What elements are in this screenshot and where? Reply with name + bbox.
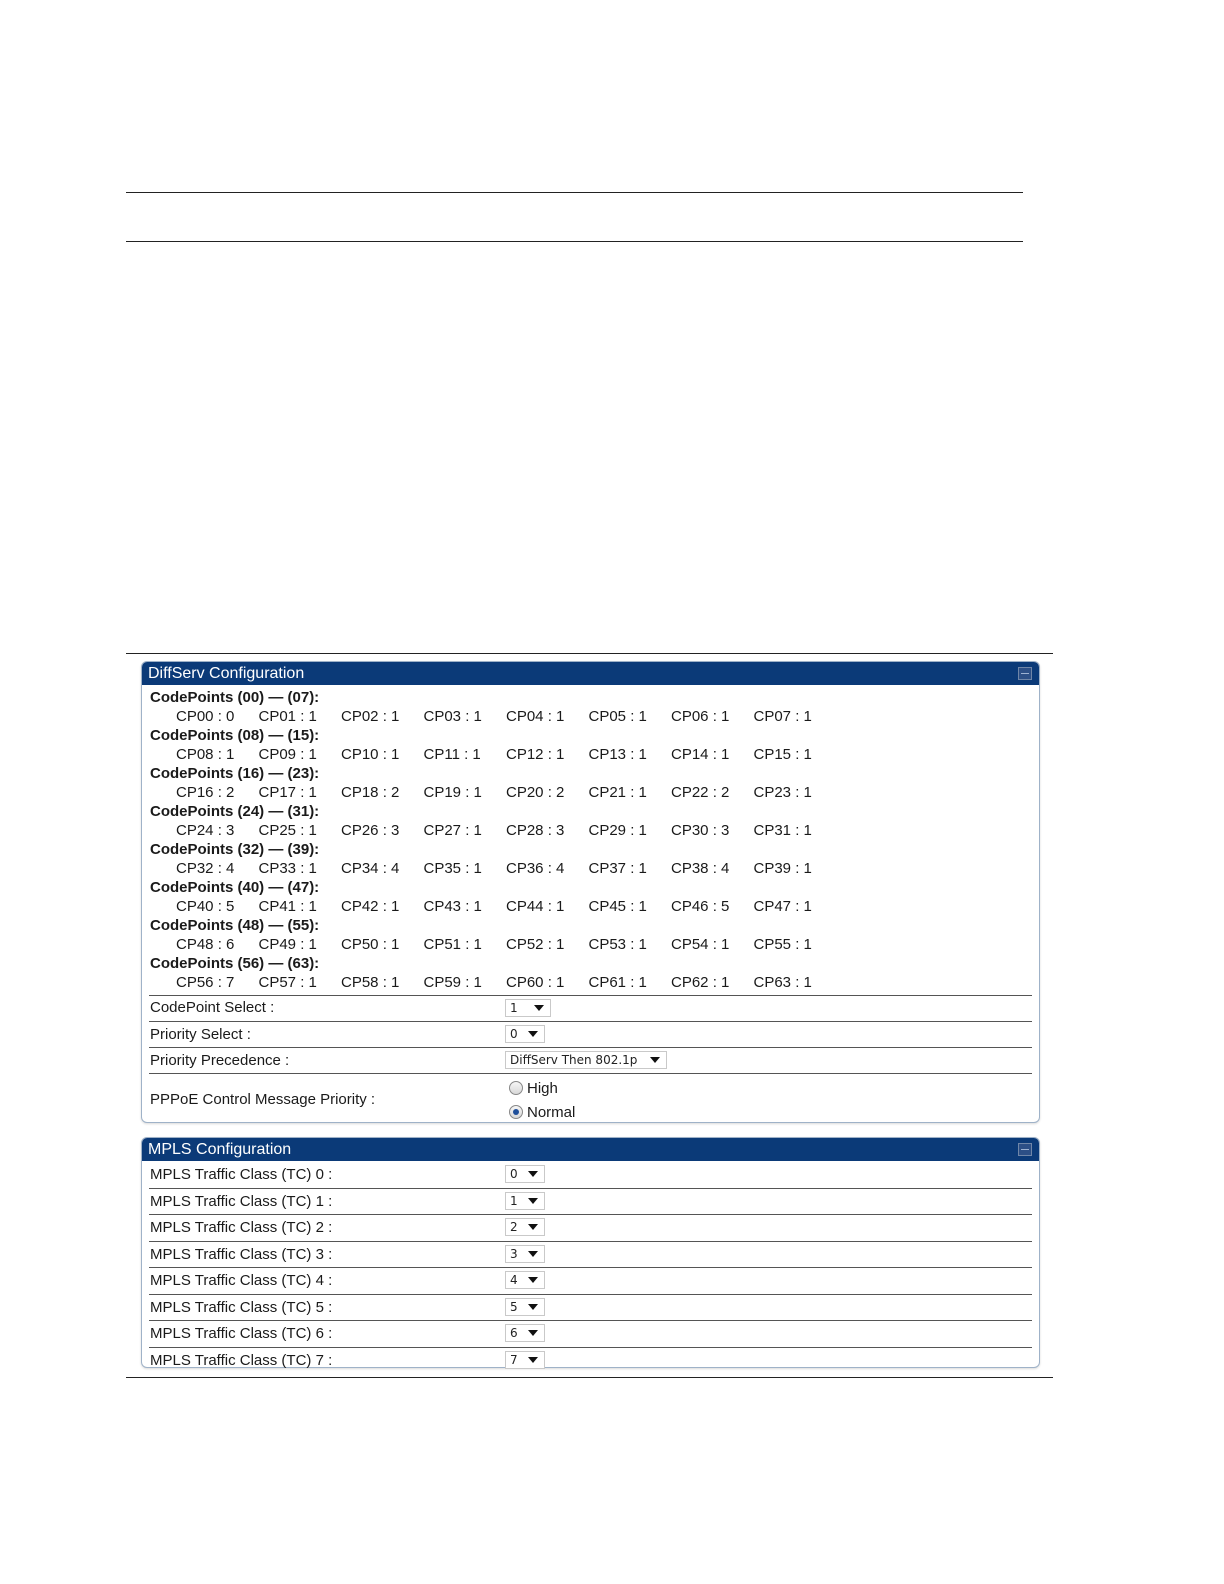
pppoe-priority-row [149,1073,1032,1126]
codepoint-group-title: CodePoints (00) — (07): [150,689,320,706]
codepoint-row [150,935,1039,955]
codepoint-value: CP41 : 1 [258,898,317,915]
codepoint-value: CP39 : 1 [753,860,812,877]
mpls-tc-dropdown[interactable] [505,1192,545,1210]
mpls-tc-row [149,1214,1032,1241]
mpls-tc-row [149,1162,1032,1188]
mpls-rows [142,1161,1039,1373]
codepoint-value: CP28 : 3 [506,822,565,839]
chevron-down-icon [528,1224,538,1230]
codepoint-value: CP63 : 1 [753,974,812,991]
mpls-panel [141,1137,1040,1368]
top-rule-1 [126,192,1023,193]
codepoint-group-title: CodePoints (24) — (31): [150,803,320,820]
chevron-down-icon [528,1304,538,1310]
pppoe-option-normal[interactable] [509,1100,575,1124]
codepoint-group-title: CodePoints (56) — (63): [150,955,320,972]
codepoint-value: CP62 : 1 [671,974,730,991]
codepoint-row [150,821,1039,841]
mpls-tc-dropdown[interactable] [505,1298,545,1316]
mpls-tc-label: MPLS Traffic Class (TC) 2 : [150,1219,333,1236]
chevron-down-icon [528,1251,538,1257]
codepoint-value: CP48 : 6 [176,936,235,953]
figure-top-rule [126,653,1053,654]
codepoint-select-row [149,995,1032,1021]
codepoint-value: CP20 : 2 [506,784,565,801]
codepoint-value: CP61 : 1 [588,974,647,991]
codepoint-value: CP50 : 1 [341,936,400,953]
mpls-tc-value: 0 [510,1167,518,1181]
codepoint-value: CP03 : 1 [423,708,482,725]
mpls-panel-header [142,1138,1039,1161]
mpls-tc-label: MPLS Traffic Class (TC) 0 : [150,1166,333,1183]
chevron-down-icon [528,1198,538,1204]
codepoint-value: CP22 : 2 [671,784,730,801]
codepoint-value: CP47 : 1 [753,898,812,915]
codepoint-value: CP34 : 4 [341,860,400,877]
codepoint-value: CP10 : 1 [341,746,400,763]
codepoint-value: CP40 : 5 [176,898,235,915]
codepoint-value: CP45 : 1 [588,898,647,915]
pppoe-option-high[interactable] [509,1076,575,1100]
codepoint-value: CP21 : 1 [588,784,647,801]
mpls-tc-dropdown[interactable] [505,1165,545,1183]
collapse-icon[interactable] [1018,667,1032,680]
mpls-tc-label: MPLS Traffic Class (TC) 1 : [150,1192,333,1210]
chevron-down-icon [534,1005,544,1011]
diffserv-panel [141,661,1040,1123]
codepoint-value: CP04 : 1 [506,708,565,725]
codepoint-value: CP08 : 1 [176,746,235,763]
codepoint-value: CP15 : 1 [753,746,812,763]
mpls-tc-dropdown[interactable] [505,1324,545,1342]
top-rule-2 [126,241,1023,242]
mpls-tc-dropdown[interactable] [505,1245,545,1263]
codepoint-value: CP59 : 1 [423,974,482,991]
radio-normal[interactable] [509,1105,523,1119]
collapse-icon[interactable] [1018,1143,1032,1156]
radio-high-label: High [527,1079,558,1097]
codepoint-value: CP56 : 7 [176,974,235,991]
mpls-tc-value: 6 [510,1326,518,1340]
codepoint-value: CP37 : 1 [588,860,647,877]
mpls-panel-title: MPLS Configuration [148,1141,292,1158]
mpls-tc-label: MPLS Traffic Class (TC) 3 : [150,1245,333,1263]
codepoint-value: CP42 : 1 [341,898,400,915]
codepoint-value: CP43 : 1 [423,898,482,915]
mpls-tc-value: 4 [510,1273,518,1287]
codepoint-list [142,685,1039,993]
codepoint-group-title: CodePoints (48) — (55): [150,917,320,934]
codepoint-value: CP06 : 1 [671,708,730,725]
mpls-tc-dropdown[interactable] [505,1271,545,1289]
codepoint-value: CP01 : 1 [258,708,317,725]
mpls-tc-label: MPLS Traffic Class (TC) 4 : [150,1272,333,1289]
radio-normal-label: Normal [527,1103,576,1121]
priority-precedence-label: Priority Precedence : [150,1052,290,1069]
chevron-down-icon [528,1277,538,1283]
codepoint-value: CP18 : 2 [341,784,400,801]
codepoint-value: CP33 : 1 [258,860,317,877]
diffserv-panel-header [142,662,1039,685]
priority-precedence-row [149,1047,1032,1073]
codepoint-value: CP00 : 0 [176,708,235,725]
codepoint-value: CP23 : 1 [753,784,812,801]
codepoint-value: CP58 : 1 [341,974,400,991]
priority-select-value: 0 [510,1027,518,1041]
mpls-tc-label: MPLS Traffic Class (TC) 7 : [150,1351,333,1369]
codepoint-value: CP31 : 1 [753,822,812,839]
codepoint-value: CP12 : 1 [506,746,565,763]
codepoint-value: CP53 : 1 [588,936,647,953]
codepoint-row [150,745,1039,765]
codepoint-row [150,859,1039,879]
codepoint-value: CP13 : 1 [588,746,647,763]
codepoint-value: CP11 : 1 [423,746,481,763]
priority-precedence-dropdown[interactable] [505,1051,667,1069]
codepoint-group-title: CodePoints (08) — (15): [150,727,320,744]
codepoint-value: CP32 : 4 [176,860,235,877]
mpls-tc-row [149,1241,1032,1268]
mpls-tc-row [149,1267,1032,1294]
codepoint-value: CP16 : 2 [176,784,235,801]
mpls-tc-value: 2 [510,1220,518,1234]
mpls-tc-label: MPLS Traffic Class (TC) 5 : [150,1298,333,1316]
codepoint-value: CP27 : 1 [423,822,482,839]
codepoint-value: CP49 : 1 [258,936,317,953]
mpls-tc-dropdown[interactable] [505,1218,545,1236]
codepoint-select-value: 1 [510,1001,518,1015]
chevron-down-icon [528,1357,538,1363]
codepoint-value: CP35 : 1 [423,860,482,877]
mpls-tc-value: 1 [510,1193,518,1208]
codepoint-value: CP52 : 1 [506,936,565,953]
codepoint-value: CP57 : 1 [258,974,317,991]
priority-select-row [149,1021,1032,1047]
codepoint-value: CP55 : 1 [753,936,812,953]
codepoint-value: CP38 : 4 [671,860,730,877]
codepoint-row [150,973,1039,993]
codepoint-value: CP25 : 1 [258,822,317,839]
codepoint-row [150,783,1039,803]
codepoint-group-title: CodePoints (32) — (39): [150,841,320,858]
codepoint-value: CP26 : 3 [341,822,400,839]
codepoint-value: CP14 : 1 [671,746,730,763]
mpls-tc-row [149,1320,1032,1347]
codepoint-value: CP05 : 1 [588,708,647,725]
codepoint-value: CP24 : 3 [176,822,235,839]
codepoint-value: CP51 : 1 [423,936,482,953]
chevron-down-icon [528,1171,538,1177]
mpls-tc-row [149,1188,1032,1215]
codepoint-value: CP02 : 1 [341,708,400,725]
codepoint-select-label: CodePoint Select : [150,999,275,1016]
diffserv-panel-title: DiffServ Configuration [148,665,305,682]
mpls-tc-value: 3 [510,1246,518,1261]
codepoint-value: CP54 : 1 [671,936,730,953]
codepoint-value: CP19 : 1 [423,784,482,801]
priority-precedence-value: DiffServ Then 802.1p [510,1053,638,1067]
codepoint-group-title: CodePoints (40) — (47): [150,879,320,896]
codepoint-value: CP17 : 1 [258,784,317,801]
mpls-tc-value: 7 [510,1352,518,1367]
codepoint-value: CP60 : 1 [506,974,565,991]
codepoint-group-title: CodePoints (16) — (23): [150,765,320,782]
radio-high[interactable] [509,1081,523,1095]
figure-bottom-rule [126,1377,1053,1378]
chevron-down-icon [650,1057,660,1063]
priority-select-label: Priority Select : [150,1026,251,1043]
codepoint-value: CP30 : 3 [671,822,730,839]
codepoint-select-dropdown[interactable] [505,999,551,1017]
mpls-tc-dropdown[interactable] [505,1351,545,1369]
codepoint-value: CP46 : 5 [671,898,730,915]
chevron-down-icon [528,1031,538,1037]
codepoint-value: CP36 : 4 [506,860,565,877]
codepoint-value: CP09 : 1 [258,746,317,763]
mpls-tc-row [149,1294,1032,1321]
mpls-tc-row [149,1347,1032,1374]
mpls-tc-label: MPLS Traffic Class (TC) 6 : [150,1325,333,1342]
codepoint-value: CP07 : 1 [753,708,812,725]
mpls-tc-value: 5 [510,1299,518,1314]
codepoint-value: CP29 : 1 [588,822,647,839]
priority-select-dropdown[interactable] [505,1025,545,1043]
codepoint-row [150,897,1039,917]
codepoint-row [150,707,1039,727]
codepoint-value: CP44 : 1 [506,898,565,915]
chevron-down-icon [528,1330,538,1336]
pppoe-priority-label: PPPoE Control Message Priority : [150,1091,376,1108]
